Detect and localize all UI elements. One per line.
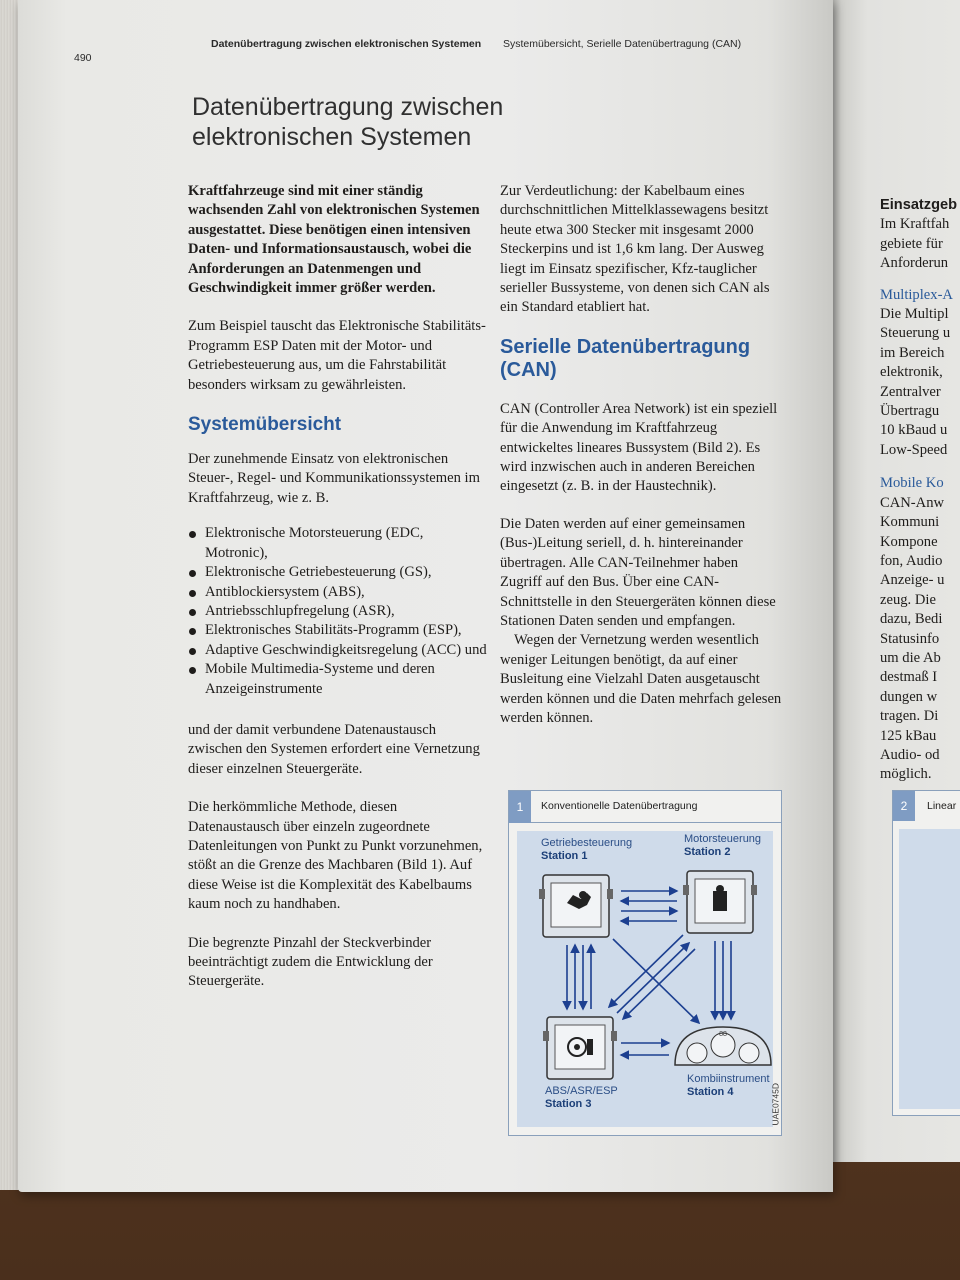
- next-page-line: CAN-Anw: [880, 494, 945, 511]
- next-page-line: Zentralver: [880, 383, 941, 400]
- next-page-line: Im Kraftfah: [880, 216, 950, 233]
- next-page-line: um die Ab: [880, 649, 941, 666]
- next-page-line: Statusinfo: [880, 630, 940, 647]
- station-2-label: Motorsteuerung Station 2: [684, 833, 762, 858]
- intro-paragraph: Kraftfahrzeuge sind mit einer ständig wachsenden Zahl von elektronischen Systemen ausgestattet. Diese benötigen einen intensiven Daten- und Informationsaustausch, wobei die Anforderungen an Datenmengen und Geschwindigkeit immer größer werden.: [188, 183, 480, 297]
- systems-list: [188, 524, 488, 699]
- engine-icon: [713, 891, 727, 911]
- next-page-line: destmaß I: [880, 669, 938, 686]
- figure-2-number: 2: [893, 791, 915, 821]
- next-page-line: Übertragu: [880, 403, 940, 420]
- station-1-label: Getriebesteuerung Station 1: [541, 837, 633, 862]
- header-chapter-title: Datenübertragung zwischen elektronischen Systemen: [211, 38, 482, 50]
- station-3-label: ABS/ASR/ESP Station 3: [545, 1085, 618, 1110]
- next-page-subheading: Multiplex-A: [880, 286, 953, 303]
- next-page-line: Kompone: [880, 533, 938, 550]
- next-page-line: Anzeige- u: [880, 572, 945, 589]
- right-column: [500, 182, 782, 746]
- figure-1-title: Konventionelle Datenübertragung: [541, 800, 698, 812]
- next-page-line: fon, Audio: [880, 552, 943, 569]
- heading-can: Serielle Datenübertragung (CAN): [500, 335, 751, 381]
- station-4-instrument-cluster: [675, 1027, 771, 1065]
- figure-2-diagram: [899, 829, 960, 1109]
- pin-count-paragraph: Die begrenzte Pinzahl der Steckverbinder beeinträchtigt zudem die Entwicklung der Steuergeräte.: [188, 934, 433, 990]
- next-page-line: Audio- od: [880, 746, 940, 763]
- link-1-2: [621, 891, 677, 921]
- list-item: Antiblockiersystem (ABS),: [188, 583, 488, 602]
- list-item: Adaptive Geschwindigkeitsregelung (ACC) und: [188, 641, 488, 660]
- page-title-line2: elektronischen Systemen: [192, 123, 472, 151]
- figure-code: UAE0745D: [771, 1083, 781, 1126]
- left-column: [188, 182, 488, 1011]
- wiring-harness-paragraph: Zur Verdeutlichung: der Kabelbaum eines durchschnittlichen Mittelklassewagens besitzt heute etwa 300 Stecker mit insgesamt 2000 Steckerpins und ist 1,6 km lang. Der Ausweg liegt im Einsatz spezifischer, Kfz-tauglicher serieller Bussysteme, von denen sich CAN als ein Standard etabliert hat.: [500, 183, 770, 316]
- next-page-subheading: Mobile Ko: [880, 475, 944, 492]
- header-section-title: Systemübersicht, Serielle Datenübertragung (CAN): [503, 38, 742, 50]
- next-page-line: Kommuni: [880, 514, 940, 531]
- page-title-line1: Datenübertragung zwischen: [192, 93, 504, 121]
- gauge-readout: 88: [719, 1031, 727, 1038]
- next-page-line: 125 kBau: [880, 727, 937, 744]
- next-page-line: zeug. Die: [880, 591, 936, 608]
- fewer-wires-paragraph: Wegen der Vernetzung werden wesentlich weniger Leitungen benötigt, da auf einer Busleitung eine Vielzahl Daten ausgetauscht werden können und die Daten mehrfach gelesen werden können.: [500, 632, 782, 726]
- list-item: Elektronische Getriebesteuerung (GS),: [188, 563, 488, 582]
- figure-2-partial: [892, 790, 960, 1116]
- link-1-3: [567, 945, 591, 1009]
- next-page-text: [880, 196, 960, 785]
- next-page-line: Anforderun: [880, 255, 949, 272]
- next-page-line: Low-Speed: [880, 441, 948, 458]
- conventional-method-paragraph: Die herkömmliche Methode, diesen Datenaustausch über einzeln zugeordnete Datenleitungen von Punkt zu Punkt vorzunehmen, stößt an die Grenze des Machbaren (Bild 1). Auf diese Weise ist die Komplexität des Kabelbaums kaum noch zu handhaben.: [188, 799, 483, 913]
- can-definition-paragraph: CAN (Controller Area Network) ist ein speziell für die Anwendung im Kraftfahrzeug entwickeltes lineares Bussystem (Bild 2). Es wird inzwischen auch in anderen Bereichen eingesetzt (z. B. in der Haustechnik).: [500, 400, 778, 495]
- esp-paragraph: Zum Beispiel tauscht das Elektronische Stabilitäts-Programm ESP Daten mit der Motor- und Getriebesteuerung aus, um die Fahrstabilität besonders wirksam zu gewährleisten.: [188, 318, 486, 393]
- running-header: [58, 36, 758, 66]
- next-page-line: möglich.: [880, 766, 932, 783]
- serial-transfer-paragraph: Die Daten werden auf einer gemeinsamen (Bus-)Leitung seriell, d. h. hintereinander übertragen. Alle CAN-Teilnehmer haben Zugriff auf den Bus. Über eine CAN-Schnittstelle in den Steuergeräten können diese Stationen Daten senden und empfangen.: [500, 515, 776, 629]
- page-title: [192, 92, 552, 152]
- next-page-line: gebiete für: [880, 235, 943, 252]
- figure-1-number: 1: [509, 791, 531, 823]
- link-1-4: [613, 939, 699, 1023]
- station-1-control-unit: [539, 875, 613, 937]
- next-page-line: dungen w: [880, 688, 938, 705]
- next-page-line: elektronik,: [880, 364, 943, 381]
- systems-intro-paragraph: Der zunehmende Einsatz von elektronischen Steuer-, Regel- und Kommunikationssystemen im Kraftfahrzeug, wie z. B.: [188, 451, 480, 506]
- heading-systemuebersicht: Systemübersicht: [188, 414, 342, 436]
- networking-paragraph: und der damit verbundene Datenaustausch zwischen den Systemen erfordert eine Vernetzung dieser einzelnen Steuergeräte.: [188, 721, 480, 777]
- figure-1: [508, 790, 782, 1136]
- station-4-label: Kombiinstrument Station 4: [687, 1073, 770, 1098]
- page-number: 490: [74, 52, 92, 64]
- link-2-4: [715, 941, 731, 1019]
- next-page-line: 10 kBaud u: [880, 422, 948, 439]
- list-item: Antriebsschlupfregelung (ASR),: [188, 602, 488, 621]
- station-2-control-unit: [683, 871, 757, 933]
- station-3-control-unit: [543, 1017, 617, 1079]
- figure-1-caption: [509, 791, 781, 823]
- next-page-line: Steuerung u: [880, 325, 951, 342]
- figure-1-diagram: [517, 831, 781, 1127]
- link-3-4: [621, 1043, 669, 1055]
- list-item: Mobile Multimedia-Systeme und deren Anzeigeinstrumente: [188, 660, 488, 699]
- next-page-line: dazu, Bedi: [880, 611, 943, 628]
- next-page-line: Die Multipl: [880, 306, 949, 323]
- list-item: Elektronisches Stabilitäts-Programm (ESP),: [188, 621, 488, 640]
- next-page-heading: Einsatzgeb: [880, 197, 958, 213]
- list-item: Elektronische Motorsteuerung (EDC, Motronic),: [188, 524, 488, 563]
- next-page-line: im Bereich: [880, 344, 945, 361]
- figure-2-title: Linear: [927, 800, 957, 812]
- next-page-line: tragen. Di: [880, 708, 939, 725]
